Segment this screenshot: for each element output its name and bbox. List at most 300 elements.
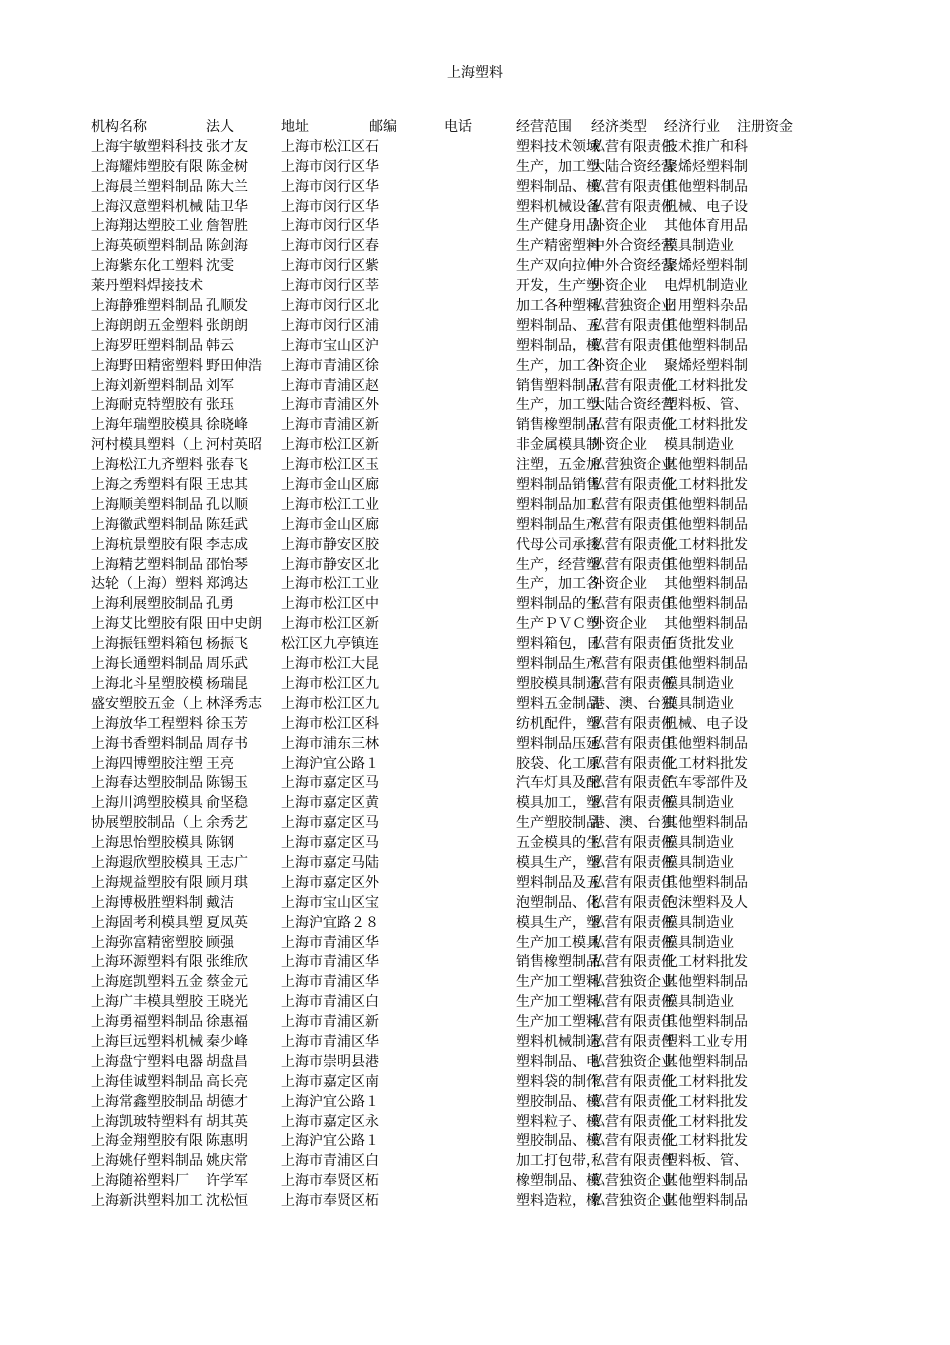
cell-industry: 聚烯烃塑料制: [664, 258, 748, 275]
table-row: [0, 436, 950, 456]
cell-name: 上海勇福塑料制品: [91, 1014, 203, 1031]
cell-legal-person: 王亮: [206, 755, 234, 772]
cell-name: 上海利展塑胶制品: [91, 596, 203, 613]
cell-legal-person: 顾月琪: [206, 874, 248, 891]
cell-name: 上海随裕塑料厂: [91, 1173, 189, 1190]
cell-industry: 化工材料批发: [664, 954, 748, 971]
cell-economic-type: 私营独资企业: [591, 298, 675, 315]
cell-economic-type: 港、澳、台独: [591, 695, 675, 712]
cell-name: 上海野田精密塑料: [91, 357, 203, 374]
cell-industry: 模具制造业: [664, 835, 734, 852]
cell-economic-type: 大陆合资经营: [591, 158, 675, 175]
cell-address: 上海市青浦区新: [281, 417, 379, 434]
cell-name: 上海罗旺塑料制品: [91, 337, 203, 354]
cell-economic-type: 港、澳、台独: [591, 815, 675, 832]
cell-industry: 化工材料批发: [664, 477, 748, 494]
cell-economic-type: 私营有限责任: [591, 994, 675, 1011]
cell-address: 上海市松江区九: [281, 675, 379, 692]
cell-legal-person: 余秀艺: [206, 815, 248, 832]
cell-address: 上海市青浦区华: [281, 934, 379, 951]
cell-economic-type: 私营有限责任: [591, 1153, 675, 1170]
cell-address: 上海市闵行区华: [281, 178, 379, 195]
cell-legal-person: 陈金树: [206, 158, 248, 175]
cell-business-scope: 塑胶制品、模: [516, 1093, 600, 1110]
table-row: [0, 178, 950, 198]
cell-business-scope: 塑料制品压延: [516, 735, 600, 752]
cell-economic-type: 私营有限责任: [591, 775, 675, 792]
cell-industry: 聚烯烃塑料制: [664, 357, 748, 374]
cell-economic-type: 私营有限责任: [591, 536, 675, 553]
cell-business-scope: 胶袋、化工原: [516, 755, 600, 772]
cell-name: 上海广丰模具塑胶: [91, 994, 203, 1011]
cell-industry: 模具制造业: [664, 795, 734, 812]
table-row: [0, 237, 950, 257]
cell-address: 上海市青浦区华: [281, 1033, 379, 1050]
cell-address: 上海市闵行区华: [281, 198, 379, 215]
cell-business-scope: 塑料袋的制作: [516, 1073, 600, 1090]
cell-legal-person: 杨瑞昆: [206, 675, 248, 692]
cell-legal-person: 张才友: [206, 138, 248, 155]
cell-legal-person: 孔以顺: [206, 496, 248, 513]
cell-name: 上海松江九齐塑料: [91, 457, 203, 474]
cell-name: 上海新洪塑料加工: [91, 1193, 203, 1210]
cell-economic-type: 私营有限责任: [591, 417, 675, 434]
cell-legal-person: 沈雯: [206, 258, 234, 275]
data-table: [0, 118, 950, 1212]
cell-industry: 技术推广和科: [664, 138, 748, 155]
table-row: [0, 198, 950, 218]
header-business-scope: 经营范围: [516, 119, 572, 135]
cell-name: 上海固考利模具塑: [91, 914, 203, 931]
cell-economic-type: 私营有限责任: [591, 636, 675, 653]
cell-business-scope: 加工各种塑料: [516, 298, 600, 315]
cell-economic-type: 私营有限责任: [591, 516, 675, 533]
cell-address: 上海市闵行区北: [281, 298, 379, 315]
cell-industry: 机械、电子设: [664, 198, 748, 215]
cell-business-scope: 生产，加工塑: [516, 158, 600, 175]
table-row: [0, 655, 950, 675]
cell-business-scope: 非金属模具制: [516, 437, 600, 454]
cell-economic-type: 中外合资经营: [591, 258, 675, 275]
cell-name: 盛安塑胶五金（上: [91, 695, 203, 712]
cell-business-scope: 塑料粒子、模: [516, 1113, 600, 1130]
cell-address: 上海市闵行区春: [281, 238, 379, 255]
cell-address: 上海市浦东三林: [281, 735, 379, 752]
cell-industry: 其他塑料制品: [664, 337, 748, 354]
cell-address: 上海市青浦区徐: [281, 357, 379, 374]
cell-industry: 塑料工业专用: [664, 1033, 748, 1050]
cell-economic-type: 外资企业: [591, 437, 647, 454]
cell-legal-person: 姚庆常: [206, 1153, 248, 1170]
table-row: [0, 934, 950, 954]
table-row: [0, 1113, 950, 1133]
cell-name: 上海金翔塑胶有限: [91, 1133, 203, 1150]
table-row: [0, 357, 950, 377]
cell-name: 上海四博塑胶注塑: [91, 755, 203, 772]
cell-address: 上海市嘉定区马: [281, 775, 379, 792]
cell-economic-type: 私营有限责任: [591, 854, 675, 871]
cell-address: 上海市松江区玉: [281, 457, 379, 474]
cell-name: 上海盘宁塑料电器: [91, 1053, 203, 1070]
cell-legal-person: 李志成: [206, 536, 248, 553]
cell-industry: 其他塑料制品: [664, 556, 748, 573]
table-row: [0, 615, 950, 635]
cell-industry: 其他塑料制品: [664, 1014, 748, 1031]
cell-legal-person: 王志广: [206, 854, 248, 871]
cell-address: 上海市青浦区华: [281, 974, 379, 991]
cell-industry: 塑料板、管、: [664, 1153, 748, 1170]
cell-economic-type: 私营有限责任: [591, 894, 675, 911]
cell-name: 上海书香塑料制品: [91, 735, 203, 752]
cell-name: 上海年瑞塑胶模具: [91, 417, 203, 434]
cell-business-scope: 生产，加工各: [516, 357, 600, 374]
cell-industry: 化工材料批发: [664, 1113, 748, 1130]
cell-name: 莱丹塑料焊接技术: [91, 278, 203, 295]
cell-industry: 电焊机制造业: [664, 278, 748, 295]
cell-industry: 日用塑料杂品: [664, 298, 748, 315]
cell-name: 上海遐欣塑胶模具: [91, 854, 203, 871]
cell-legal-person: 孔顺发: [206, 298, 248, 315]
cell-legal-person: 胡其英: [206, 1113, 248, 1130]
cell-name: 上海宇敏塑料科技: [91, 138, 203, 155]
cell-address: 上海市嘉定区永: [281, 1113, 379, 1130]
cell-legal-person: 秦少峰: [206, 1033, 248, 1050]
table-row: [0, 416, 950, 436]
cell-business-scope: 生产健身用品: [516, 218, 600, 235]
cell-address: 上海市松江区科: [281, 715, 379, 732]
cell-business-scope: 生产加工塑料: [516, 974, 600, 991]
cell-business-scope: 塑料制品的生: [516, 596, 600, 613]
cell-business-scope: 生产，加工各: [516, 576, 600, 593]
cell-business-scope: 汽车灯具及配: [516, 775, 600, 792]
cell-economic-type: 私营有限责任: [591, 138, 675, 155]
cell-name: 上海凯玻特塑料有: [91, 1113, 203, 1130]
cell-legal-person: 张朗朗: [206, 317, 248, 334]
cell-name: 上海汉意塑料机械: [91, 198, 203, 215]
table-row: [0, 556, 950, 576]
cell-business-scope: 生产，经营塑: [516, 556, 600, 573]
cell-industry: 模具制造业: [664, 854, 734, 871]
cell-economic-type: 私营有限责任: [591, 556, 675, 573]
cell-name: 上海精艺塑料制品: [91, 556, 203, 573]
cell-economic-type: 私营有限责任: [591, 934, 675, 951]
cell-address: 上海市松江区新: [281, 437, 379, 454]
cell-address: 上海市闵行区浦: [281, 317, 379, 334]
cell-address: 上海市静安区北: [281, 556, 379, 573]
cell-business-scope: 生产ＰＶＣ塑: [516, 616, 600, 633]
cell-legal-person: 陈锡玉: [206, 775, 248, 792]
table-row: [0, 575, 950, 595]
cell-name: 上海规益塑胶有限: [91, 874, 203, 891]
cell-address: 上海沪宜公路１: [281, 1093, 379, 1110]
table-row: [0, 973, 950, 993]
cell-name: 上海翔达塑胶工业: [91, 218, 203, 235]
cell-economic-type: 外资企业: [591, 357, 647, 374]
cell-address: 上海市宝山区宝: [281, 894, 379, 911]
table-row: [0, 1132, 950, 1152]
table-row: [0, 635, 950, 655]
cell-business-scope: 生产加工塑料: [516, 1014, 600, 1031]
cell-name: 协展塑胶制品（上: [91, 815, 203, 832]
cell-legal-person: 胡盘昌: [206, 1053, 248, 1070]
cell-name: 上海姚仔塑料制品: [91, 1153, 203, 1170]
cell-economic-type: 私营独资企业: [591, 1173, 675, 1190]
cell-name: 达轮（上海）塑料: [91, 576, 203, 593]
cell-business-scope: 模具加工，塑: [516, 795, 600, 812]
cell-industry: 其他塑料制品: [664, 1053, 748, 1070]
cell-economic-type: 私营有限责任: [591, 178, 675, 195]
cell-address: 上海市奉贤区柘: [281, 1193, 379, 1210]
table-row: [0, 794, 950, 814]
table-row: [0, 695, 950, 715]
page-title: 上海塑料: [447, 65, 503, 81]
cell-name: 上海顺美塑料制品: [91, 496, 203, 513]
cell-address: 上海市闵行区莘: [281, 278, 379, 295]
cell-name: 上海放华工程塑料: [91, 715, 203, 732]
cell-name: 上海艾比塑胶有限: [91, 616, 203, 633]
cell-legal-person: 詹智胜: [206, 218, 248, 235]
cell-industry: 模具制造业: [664, 695, 734, 712]
table-row: [0, 1192, 950, 1212]
table-row: [0, 297, 950, 317]
cell-business-scope: 塑胶制品、模: [516, 1133, 600, 1150]
cell-address: 上海市奉贤区柘: [281, 1173, 379, 1190]
table-row: [0, 834, 950, 854]
cell-name: 上海巨远塑料机械: [91, 1033, 203, 1050]
cell-legal-person: 河村英昭: [206, 437, 262, 454]
cell-economic-type: 私营有限责任: [591, 735, 675, 752]
cell-economic-type: 私营有限责任: [591, 198, 675, 215]
cell-industry: 泡沫塑料及人: [664, 894, 748, 911]
table-row: [0, 1013, 950, 1033]
cell-business-scope: 塑料机械制造: [516, 1033, 600, 1050]
cell-legal-person: 戴洁: [206, 894, 234, 911]
cell-business-scope: 销售塑料制品: [516, 377, 600, 394]
cell-business-scope: 塑料制品及五: [516, 874, 600, 891]
table-row: [0, 536, 950, 556]
cell-legal-person: 野田伸浩: [206, 357, 262, 374]
cell-industry: 化工材料批发: [664, 1093, 748, 1110]
cell-industry: 化工材料批发: [664, 755, 748, 772]
cell-economic-type: 私营有限责任: [591, 874, 675, 891]
cell-legal-person: 夏凤英: [206, 914, 248, 931]
cell-economic-type: 私营有限责任: [591, 795, 675, 812]
cell-business-scope: 塑料制品生产: [516, 656, 600, 673]
table-header-row: [0, 118, 950, 138]
cell-economic-type: 私营有限责任: [591, 1133, 675, 1150]
table-row: [0, 476, 950, 496]
cell-legal-person: 张维欣: [206, 954, 248, 971]
cell-economic-type: 私营有限责任: [591, 715, 675, 732]
cell-economic-type: 私营有限责任: [591, 954, 675, 971]
header-registered-capital: 注册资金: [737, 119, 793, 135]
cell-address: 上海市嘉定区马: [281, 835, 379, 852]
cell-name: 上海晨兰塑料制品: [91, 178, 203, 195]
cell-address: 松江区九亭镇连: [281, 636, 379, 653]
cell-business-scope: 塑料制品，模: [516, 337, 600, 354]
cell-legal-person: 许学军: [206, 1173, 248, 1190]
cell-legal-person: 高长亮: [206, 1073, 248, 1090]
cell-industry: 化工材料批发: [664, 377, 748, 394]
table-row: [0, 1073, 950, 1093]
cell-business-scope: 开发，生产塑: [516, 278, 600, 295]
cell-address: 上海市松江区九: [281, 695, 379, 712]
cell-legal-person: 徐玉芳: [206, 715, 248, 732]
cell-name: 上海环源塑料有限: [91, 954, 203, 971]
cell-address: 上海市松江区新: [281, 616, 379, 633]
cell-address: 上海市闵行区紫: [281, 258, 379, 275]
cell-address: 上海市嘉定区南: [281, 1073, 379, 1090]
cell-legal-person: 郑鸿达: [206, 576, 248, 593]
cell-legal-person: 陈钢: [206, 835, 234, 852]
cell-legal-person: 韩云: [206, 337, 234, 354]
table-row: [0, 377, 950, 397]
cell-address: 上海沪宜公路１: [281, 755, 379, 772]
cell-name: 上海徽武塑料制品: [91, 516, 203, 533]
cell-industry: 化工材料批发: [664, 1073, 748, 1090]
cell-economic-type: 私营独资企业: [591, 457, 675, 474]
cell-industry: 其他塑料制品: [664, 1173, 748, 1190]
cell-industry: 模具制造业: [664, 437, 734, 454]
cell-economic-type: 私营独资企业: [591, 1053, 675, 1070]
table-row: [0, 1152, 950, 1172]
cell-industry: 其他塑料制品: [664, 317, 748, 334]
table-body: [0, 138, 950, 1212]
cell-legal-person: 陈廷武: [206, 516, 248, 533]
table-row: [0, 1033, 950, 1053]
cell-industry: 其他塑料制品: [664, 815, 748, 832]
cell-business-scope: 销售橡塑制品: [516, 954, 600, 971]
table-row: [0, 277, 950, 297]
table-row: [0, 894, 950, 914]
cell-economic-type: 私营有限责任: [591, 477, 675, 494]
cell-business-scope: 塑料制品、电: [516, 1053, 600, 1070]
cell-address: 上海市闵行区华: [281, 218, 379, 235]
cell-business-scope: 注塑，五金加: [516, 457, 600, 474]
cell-industry: 模具制造业: [664, 994, 734, 1011]
cell-business-scope: 销售橡塑制品: [516, 417, 600, 434]
cell-address: 上海市青浦区白: [281, 1153, 379, 1170]
cell-legal-person: 杨振飞: [206, 636, 248, 653]
cell-business-scope: 塑胶模具制造: [516, 675, 600, 692]
table-row: [0, 396, 950, 416]
cell-name: 上海耐克特塑胶有: [91, 397, 203, 414]
cell-economic-type: 私营有限责任: [591, 337, 675, 354]
cell-name: 上海耀炜塑胶有限: [91, 158, 203, 175]
cell-name: 上海佳诚塑料制品: [91, 1073, 203, 1090]
cell-industry: 模具制造业: [664, 675, 734, 692]
cell-address: 上海市松江工业: [281, 576, 379, 593]
cell-name: 上海静雅塑料制品: [91, 298, 203, 315]
table-row: [0, 516, 950, 536]
cell-industry: 模具制造业: [664, 238, 734, 255]
header-industry: 经济行业: [664, 119, 720, 135]
cell-address: 上海市闵行区华: [281, 158, 379, 175]
cell-legal-person: 徐惠福: [206, 1014, 248, 1031]
cell-name: 上海紫东化工塑料: [91, 258, 203, 275]
cell-economic-type: 外资企业: [591, 576, 647, 593]
cell-industry: 汽车零部件及: [664, 775, 748, 792]
table-row: [0, 158, 950, 178]
cell-business-scope: 塑料机械设备: [516, 198, 600, 215]
cell-legal-person: 邵怡琴: [206, 556, 248, 573]
cell-economic-type: 外资企业: [591, 218, 647, 235]
cell-business-scope: 生产，加工塑: [516, 397, 600, 414]
cell-address: 上海市金山区廊: [281, 477, 379, 494]
cell-legal-person: 沈松恒: [206, 1193, 248, 1210]
cell-business-scope: 生产塑胶制品: [516, 815, 600, 832]
cell-business-scope: 纺机配件，塑: [516, 715, 600, 732]
cell-legal-person: 周存书: [206, 735, 248, 752]
cell-industry: 化工材料批发: [664, 417, 748, 434]
cell-address: 上海市嘉定区黄: [281, 795, 379, 812]
cell-legal-person: 林泽秀志: [206, 695, 262, 712]
cell-business-scope: 塑料制品、模: [516, 178, 600, 195]
cell-address: 上海市金山区廊: [281, 516, 379, 533]
cell-legal-person: 陆卫华: [206, 198, 248, 215]
header-economic-type: 经济类型: [591, 119, 647, 135]
cell-address: 上海市松江区石: [281, 138, 379, 155]
cell-industry: 其他塑料制品: [664, 874, 748, 891]
cell-name: 上海思怡塑胶模具: [91, 835, 203, 852]
cell-business-scope: 塑料制品销售: [516, 477, 600, 494]
cell-industry: 其他塑料制品: [664, 457, 748, 474]
cell-economic-type: 外资企业: [591, 616, 647, 633]
table-row: [0, 814, 950, 834]
cell-business-scope: 生产加工塑料: [516, 994, 600, 1011]
cell-economic-type: 私营有限责任: [591, 496, 675, 513]
cell-economic-type: 私营有限责任: [591, 1093, 675, 1110]
header-legal-person: 法人: [206, 119, 234, 135]
cell-address: 上海沪宜路２８: [281, 914, 379, 931]
cell-legal-person: 张春飞: [206, 457, 248, 474]
cell-industry: 其他塑料制品: [664, 974, 748, 991]
cell-address: 上海市青浦区外: [281, 397, 379, 414]
cell-address: 上海市崇明县港: [281, 1053, 379, 1070]
cell-legal-person: 张珏: [206, 397, 234, 414]
cell-name: 上海长通塑料制品: [91, 656, 203, 673]
cell-industry: 其他塑料制品: [664, 616, 748, 633]
cell-industry: 其他体育用品: [664, 218, 748, 235]
table-row: [0, 317, 950, 337]
cell-industry: 百货批发业: [664, 636, 734, 653]
cell-address: 上海市青浦区新: [281, 1014, 379, 1031]
cell-industry: 其他塑料制品: [664, 596, 748, 613]
table-row: [0, 914, 950, 934]
cell-name: 上海之秀塑料有限: [91, 477, 203, 494]
cell-legal-person: 陈大兰: [206, 178, 248, 195]
cell-business-scope: 塑料造粒，橡: [516, 1193, 600, 1210]
cell-business-scope: 塑料五金制品: [516, 695, 600, 712]
cell-business-scope: 泡塑制品、化: [516, 894, 600, 911]
cell-economic-type: 私营有限责任: [591, 596, 675, 613]
table-row: [0, 774, 950, 794]
cell-industry: 其他塑料制品: [664, 516, 748, 533]
cell-business-scope: 塑料制品、五: [516, 317, 600, 334]
cell-address: 上海市松江工业: [281, 496, 379, 513]
cell-legal-person: 陈惠明: [206, 1133, 248, 1150]
cell-address: 上海市嘉定区外: [281, 874, 379, 891]
table-row: [0, 1172, 950, 1192]
cell-legal-person: 胡德才: [206, 1093, 248, 1110]
header-phone: 电话: [444, 119, 472, 135]
cell-economic-type: 私营有限责任: [591, 835, 675, 852]
cell-address: 上海市青浦区赵: [281, 377, 379, 394]
cell-name: 河村模具塑料（上: [91, 437, 203, 454]
header-address: 地址: [281, 119, 309, 135]
cell-industry: 模具制造业: [664, 934, 734, 951]
cell-business-scope: 塑料制品加工: [516, 496, 600, 513]
